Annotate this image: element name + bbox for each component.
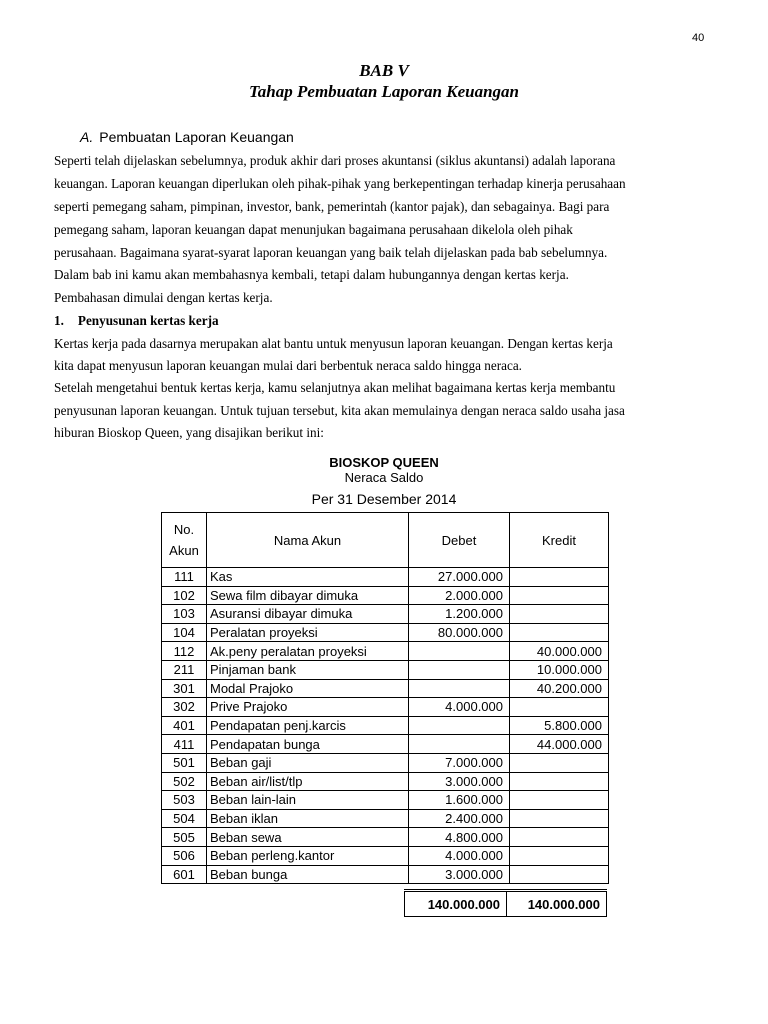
credit-amount: 44.000.000 bbox=[510, 735, 609, 754]
credit-amount bbox=[510, 865, 609, 884]
credit-amount bbox=[510, 809, 609, 828]
paragraph-line: seperti pemegang saham, pimpinan, investor, bank, pemerintah (kantor pajak), dan sebagainya. Bagi para bbox=[54, 199, 610, 214]
account-number: 104 bbox=[162, 623, 207, 642]
section-letter: A. bbox=[80, 129, 94, 145]
account-number: 401 bbox=[162, 716, 207, 735]
credit-amount bbox=[510, 753, 609, 772]
paragraph-line: keuangan. Laporan keuangan diperlukan oleh pihak-pihak yang berkepentingan terhadap kinerja perusahaan bbox=[54, 176, 626, 191]
page-number: 40 bbox=[692, 32, 705, 44]
debit-amount: 1.600.000 bbox=[409, 791, 510, 810]
account-number: 502 bbox=[162, 772, 207, 791]
credit-amount: 10.000.000 bbox=[510, 660, 609, 679]
account-name: Modal Prajoko bbox=[207, 679, 409, 698]
table-row bbox=[162, 735, 609, 754]
paragraph-line: pemegang saham, laporan keuangan dapat menunjukan bagaimana perusahaan dikelola oleh pihak bbox=[54, 222, 573, 237]
account-name: Pendapatan bunga bbox=[207, 735, 409, 754]
table-row bbox=[162, 791, 609, 810]
chapter-title: Tahap Pembuatan Laporan Keuangan bbox=[248, 82, 520, 101]
credit-amount bbox=[510, 698, 609, 717]
credit-amount bbox=[510, 828, 609, 847]
paragraph-line: Pembahasan dimulai dengan kertas kerja. bbox=[54, 290, 273, 305]
totals-row bbox=[405, 891, 607, 917]
debit-amount: 4.000.000 bbox=[409, 698, 510, 717]
credit-amount bbox=[510, 846, 609, 865]
debit-amount: 2.400.000 bbox=[409, 809, 510, 828]
table-row bbox=[162, 772, 609, 791]
debit-amount: 4.800.000 bbox=[409, 828, 510, 847]
account-number: 302 bbox=[162, 698, 207, 717]
table-company-name: BIOSKOP QUEEN bbox=[329, 455, 439, 470]
debit-amount: 1.200.000 bbox=[409, 605, 510, 624]
header-no-line2: Akun bbox=[169, 543, 199, 558]
credit-amount: 40.000.000 bbox=[510, 642, 609, 661]
account-name: Kas bbox=[207, 568, 409, 587]
debit-amount bbox=[409, 716, 510, 735]
credit-amount bbox=[510, 623, 609, 642]
account-name: Beban lain-lain bbox=[207, 791, 409, 810]
table-row bbox=[162, 605, 609, 624]
section-title: Pembuatan Laporan Keuangan bbox=[99, 129, 294, 145]
section-heading bbox=[80, 129, 294, 145]
total-credit: 140.000.000 bbox=[507, 891, 607, 917]
header-account-name: Nama Akun bbox=[207, 513, 409, 568]
debit-amount: 3.000.000 bbox=[409, 865, 510, 884]
account-name: Beban sewa bbox=[207, 828, 409, 847]
table-row bbox=[162, 660, 609, 679]
table-row bbox=[162, 642, 609, 661]
account-number: 503 bbox=[162, 791, 207, 810]
table-row bbox=[162, 716, 609, 735]
subsection-number: 1. bbox=[54, 313, 64, 328]
header-account-number bbox=[162, 513, 207, 568]
table-date: Per 31 Desember 2014 bbox=[311, 491, 457, 507]
debit-amount: 3.000.000 bbox=[409, 772, 510, 791]
totals-table bbox=[404, 889, 607, 917]
credit-amount bbox=[510, 791, 609, 810]
credit-amount bbox=[510, 772, 609, 791]
account-name: Sewa film dibayar dimuka bbox=[207, 586, 409, 605]
account-name: Beban iklan bbox=[207, 809, 409, 828]
header-no-line1: No. bbox=[173, 522, 195, 537]
table-row bbox=[162, 586, 609, 605]
account-number: 112 bbox=[162, 642, 207, 661]
account-number: 301 bbox=[162, 679, 207, 698]
paragraph-line: penyusunan laporan keuangan. Untuk tujuan tersebut, kita akan memulainya dengan neraca saldo usaha jasa bbox=[54, 403, 625, 418]
debit-amount bbox=[409, 735, 510, 754]
chapter-label: BAB V bbox=[359, 61, 409, 80]
table-row bbox=[162, 753, 609, 772]
account-number: 501 bbox=[162, 753, 207, 772]
table-row bbox=[162, 828, 609, 847]
paragraph-line: Setelah mengetahui bentuk kertas kerja, kamu selanjutnya akan melihat bagaimana kertas kerja membantu bbox=[54, 380, 616, 395]
table-row bbox=[162, 809, 609, 828]
table-row bbox=[162, 623, 609, 642]
debit-amount bbox=[409, 660, 510, 679]
table-row bbox=[162, 679, 609, 698]
debit-amount: 2.000.000 bbox=[409, 586, 510, 605]
paragraph-line: hiburan Bioskop Queen, yang disajikan berikut ini: bbox=[54, 425, 324, 440]
account-number: 111 bbox=[162, 568, 207, 587]
account-number: 411 bbox=[162, 735, 207, 754]
account-name: Peralatan proyeksi bbox=[207, 623, 409, 642]
paragraph-line: perusahaan. Bagaimana syarat-syarat laporan keuangan yang baik telah dijelaskan pada bab sebelumnya. bbox=[54, 245, 608, 260]
debit-amount bbox=[409, 679, 510, 698]
debit-amount: 7.000.000 bbox=[409, 753, 510, 772]
account-name: Beban air/list/tlp bbox=[207, 772, 409, 791]
total-debit: 140.000.000 bbox=[405, 891, 507, 917]
account-name: Asuransi dibayar dimuka bbox=[207, 605, 409, 624]
trial-balance-table bbox=[161, 512, 609, 884]
credit-amount bbox=[510, 586, 609, 605]
account-number: 211 bbox=[162, 660, 207, 679]
table-row bbox=[162, 698, 609, 717]
credit-amount: 40.200.000 bbox=[510, 679, 609, 698]
table-statement-name: Neraca Saldo bbox=[344, 470, 424, 485]
account-name: Pendapatan penj.karcis bbox=[207, 716, 409, 735]
account-name: Prive Prajoko bbox=[207, 698, 409, 717]
header-debit: Debet bbox=[409, 513, 510, 568]
paragraph-line: kita dapat menyusun laporan keuangan mulai dari berbentuk neraca saldo hingga neraca. bbox=[54, 358, 522, 373]
credit-amount bbox=[510, 568, 609, 587]
account-number: 601 bbox=[162, 865, 207, 884]
subsection-title: Penyusunan kertas kerja bbox=[77, 313, 219, 328]
table-row bbox=[162, 846, 609, 865]
account-name: Beban perleng.kantor bbox=[207, 846, 409, 865]
account-name: Pinjaman bank bbox=[207, 660, 409, 679]
subsection-heading bbox=[54, 313, 219, 329]
table-row bbox=[162, 865, 609, 884]
account-number: 505 bbox=[162, 828, 207, 847]
paragraph-line: Dalam bab ini kamu akan membahasnya kembali, tetapi dalam hubungannya dengan kertas kerja. bbox=[54, 267, 569, 282]
table-row bbox=[162, 568, 609, 587]
account-name: Beban bunga bbox=[207, 865, 409, 884]
paragraph-line: Seperti telah dijelaskan sebelumnya, produk akhir dari proses akuntansi (siklus akuntansi) adalah laporana bbox=[54, 153, 616, 168]
credit-amount bbox=[510, 605, 609, 624]
paragraph-line: Kertas kerja pada dasarnya merupakan alat bantu untuk menyusun laporan keuangan. Dengan kertas kerja bbox=[54, 336, 613, 351]
credit-amount: 5.800.000 bbox=[510, 716, 609, 735]
account-number: 102 bbox=[162, 586, 207, 605]
header-credit: Kredit bbox=[510, 513, 609, 568]
debit-amount: 27.000.000 bbox=[409, 568, 510, 587]
account-name: Beban gaji bbox=[207, 753, 409, 772]
table-header-row bbox=[162, 513, 609, 568]
account-number: 103 bbox=[162, 605, 207, 624]
debit-amount: 4.000.000 bbox=[409, 846, 510, 865]
account-number: 506 bbox=[162, 846, 207, 865]
debit-amount: 80.000.000 bbox=[409, 623, 510, 642]
account-number: 504 bbox=[162, 809, 207, 828]
debit-amount bbox=[409, 642, 510, 661]
account-name: Ak.peny peralatan proyeksi bbox=[207, 642, 409, 661]
